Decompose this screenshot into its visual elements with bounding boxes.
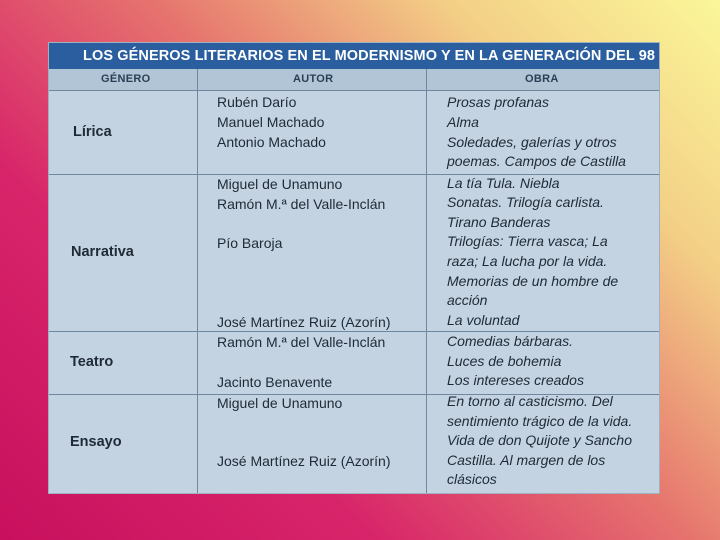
author-cell: Antonio Machado <box>217 134 326 150</box>
work-cell: poemas. Campos de Castilla <box>447 153 626 169</box>
genre-lirica: Lírica <box>73 124 112 140</box>
row-divider <box>49 174 659 175</box>
author-cell: Ramón M.ª del Valle-Inclán <box>217 196 386 212</box>
document-scan <box>48 42 660 494</box>
work-cell: La tía Tula. Niebla <box>447 175 560 191</box>
column-divider <box>426 69 427 493</box>
column-divider <box>197 69 198 493</box>
table-title: LOS GÉNEROS LITERARIOS EN EL MODERNISMO Y EN LA GENERACIÓN DEL 98 <box>49 43 659 69</box>
work-cell: Memorias de un hombre de <box>447 273 619 289</box>
genre-narrativa: Narrativa <box>71 244 134 260</box>
work-cell: Luces de bohemia <box>447 353 562 369</box>
work-cell: Vida de don Quijote y Sancho <box>447 432 632 448</box>
header-obra: OBRA <box>525 73 559 85</box>
author-cell: Miguel de Unamuno <box>217 176 343 192</box>
author-cell: José Martínez Ruiz (Azorín) <box>217 453 391 469</box>
work-cell: acción <box>447 292 488 308</box>
bleed-through-text <box>55 89 61 115</box>
table-header-row <box>49 69 659 91</box>
author-cell: Ramón M.ª del Valle-Inclán <box>217 334 386 350</box>
work-cell: Trilogías: Tierra vasca; La <box>447 233 608 249</box>
work-cell: Castilla. Al margen de los <box>447 452 606 468</box>
work-cell: sentimiento trágico de la vida. <box>447 413 633 429</box>
author-cell: Manuel Machado <box>217 114 325 130</box>
author-cell: Rubén Darío <box>217 94 297 110</box>
work-cell: Soledades, galerías y otros <box>447 134 617 150</box>
genre-teatro: Teatro <box>70 354 114 370</box>
author-cell: Pío Baroja <box>217 235 283 251</box>
work-cell: Los intereses creados <box>447 372 584 388</box>
header-genero: GÉNERO <box>101 73 151 85</box>
work-cell: En torno al casticismo. Del <box>447 393 613 409</box>
author-cell: Jacinto Benavente <box>217 374 333 390</box>
work-cell: Alma <box>447 114 479 130</box>
work-cell: Comedias bárbaras. <box>447 333 574 349</box>
genre-ensayo: Ensayo <box>70 434 122 450</box>
author-cell: Miguel de Unamuno <box>217 395 343 411</box>
work-cell: Prosas profanas <box>447 94 549 110</box>
work-cell: clásicos <box>447 471 497 487</box>
work-cell: La voluntad <box>447 312 520 328</box>
header-autor: AUTOR <box>293 73 334 85</box>
work-cell: raza; La lucha por la vida. <box>447 253 608 269</box>
work-cell: Sonatas. Trilogía carlista. <box>447 194 604 210</box>
author-cell: José Martínez Ruiz (Azorín) <box>217 314 391 330</box>
work-cell: Tirano Banderas <box>447 214 551 230</box>
